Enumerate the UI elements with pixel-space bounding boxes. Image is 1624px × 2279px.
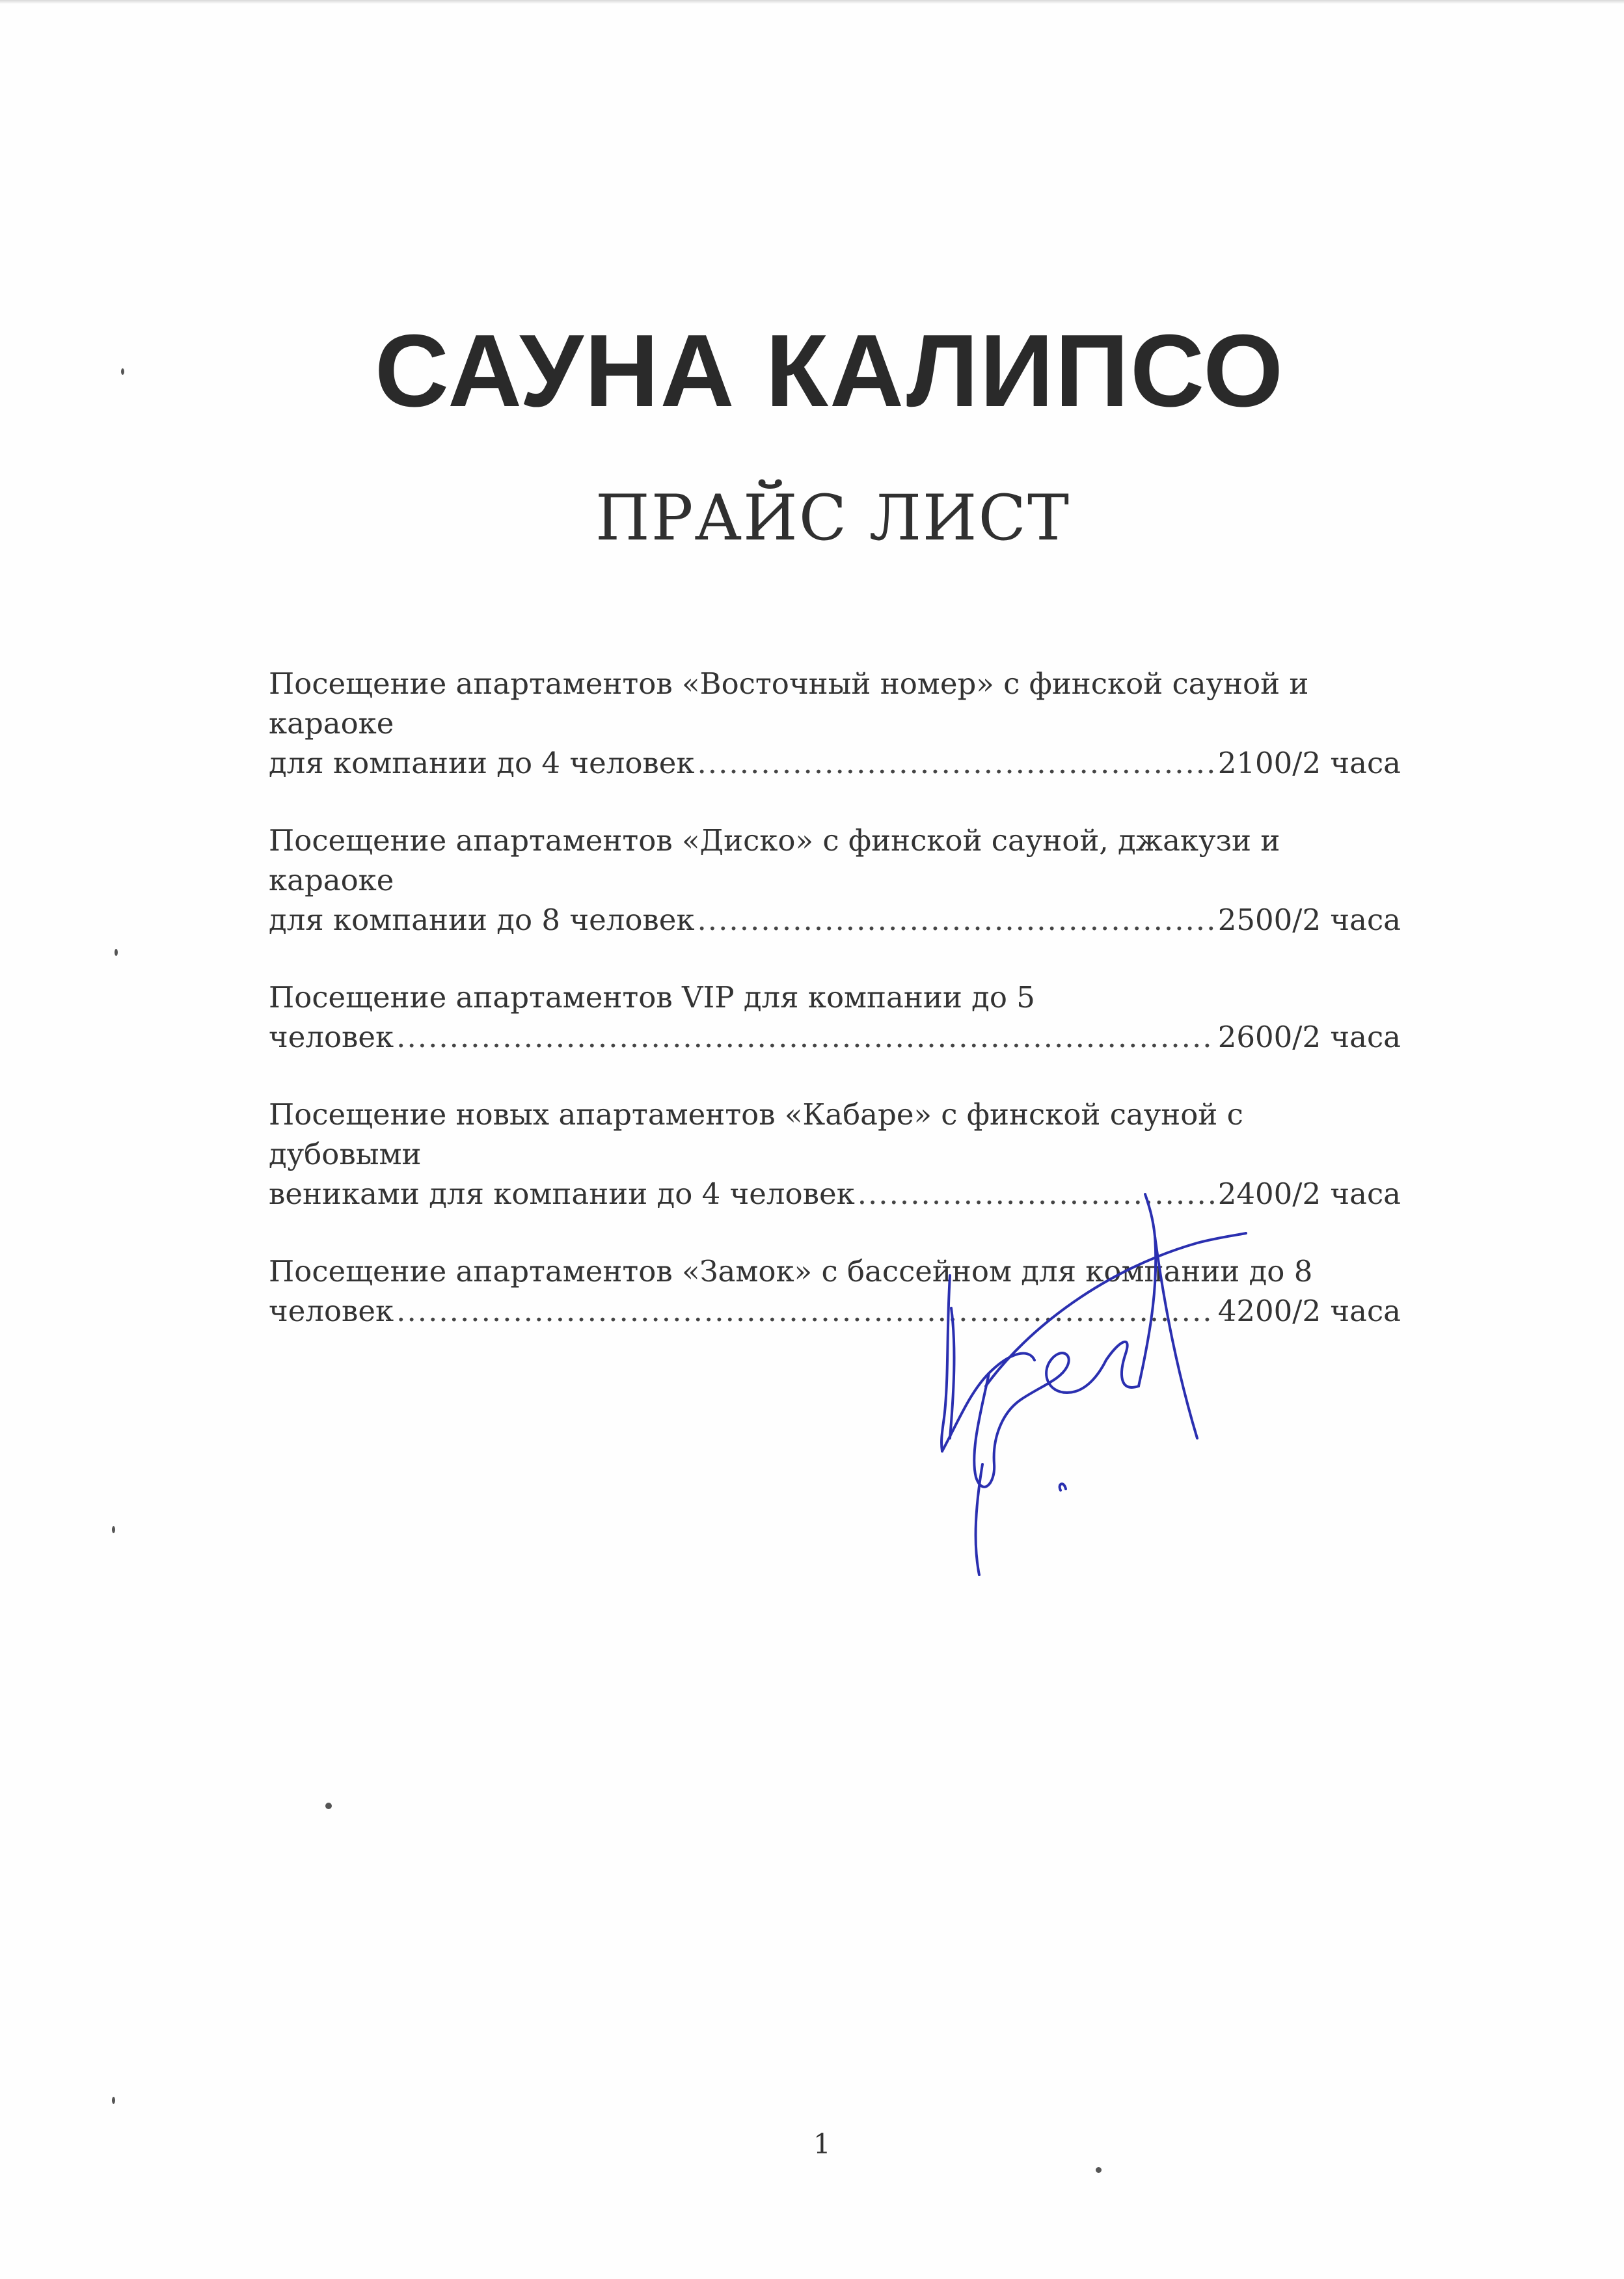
scan-edge <box>0 0 1624 4</box>
price-value: 4200/2 часа <box>1217 1294 1401 1328</box>
scan-speck <box>1096 2167 1102 2173</box>
price-item-description-cont: человек <box>269 1294 394 1328</box>
price-item <box>269 977 1401 1057</box>
handwritten-signature <box>911 1178 1249 1607</box>
scan-speck <box>121 368 124 375</box>
scan-speck <box>115 949 118 956</box>
price-item-description-cont: для компании до 8 человек <box>269 903 695 937</box>
scan-speck <box>325 1803 332 1809</box>
page-subtitle: ПРАЙС ЛИСТ <box>595 482 1070 554</box>
price-value: 2600/2 часа <box>1217 1020 1401 1054</box>
price-item-description: Посещение апартаментов «Замок» с бассейном для компании до 8 <box>269 1254 1313 1289</box>
price-item-description-cont: человек <box>269 1020 394 1054</box>
price-item <box>269 821 1401 940</box>
leader-dots <box>697 743 1215 783</box>
price-value: 2100/2 часа <box>1217 746 1401 780</box>
page-number: 1 <box>813 2128 831 2160</box>
price-item-description: Посещение апартаментов VIP для компании до 5 <box>269 980 1035 1015</box>
price-value: 2500/2 часа <box>1217 903 1401 937</box>
leader-dots <box>396 1017 1215 1057</box>
price-item-description-cont: для компании до 4 человек <box>269 746 695 780</box>
scan-speck <box>112 2097 115 2104</box>
price-item <box>269 664 1401 783</box>
price-item-description: Посещение апартаментов «Восточный номер» с финской сауной и караоке <box>269 666 1309 741</box>
scan-speck <box>112 1526 115 1533</box>
leader-dots <box>697 900 1215 940</box>
price-item-description-cont: вениками для компании до 4 человек <box>269 1177 855 1211</box>
price-item-description: Посещение новых апартаментов «Кабаре» с финской сауной с дубовыми <box>269 1097 1243 1171</box>
page-title: САУНА КАЛИПСО <box>374 314 1285 428</box>
price-value: 2400/2 часа <box>1217 1177 1401 1211</box>
price-item-description: Посещение апартаментов «Диско» с финской сауной, джакузи и караоке <box>269 823 1280 897</box>
